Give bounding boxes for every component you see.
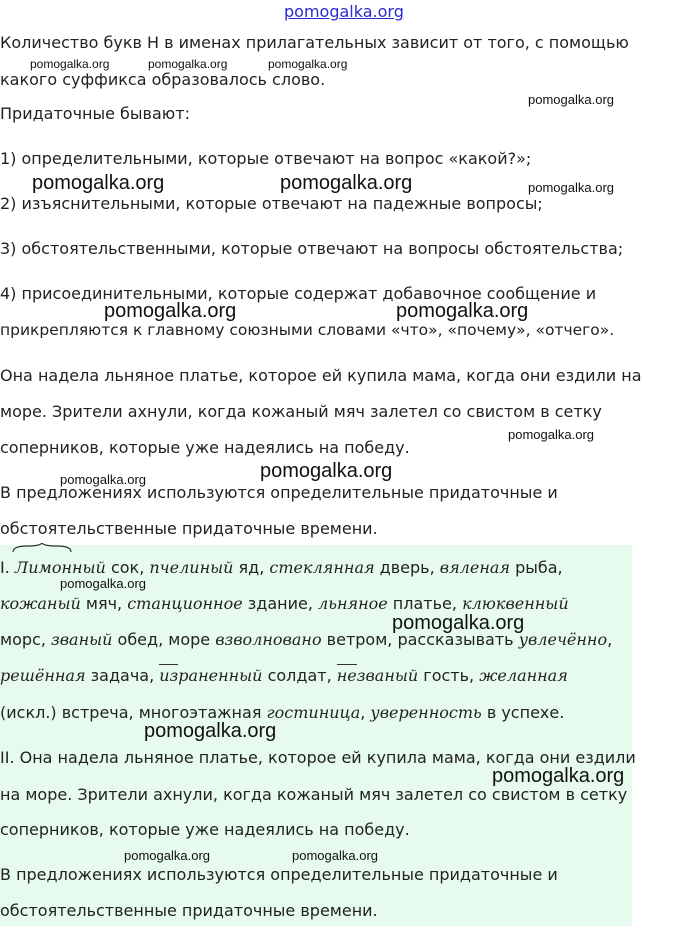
- word: клюквенный: [462, 594, 569, 613]
- exercise2-line-3: соперников, которые уже надеялись на победу.: [0, 820, 410, 839]
- text: яд,: [233, 558, 270, 577]
- word: станционное: [127, 594, 243, 613]
- watermark: pomogalka.org: [124, 848, 210, 863]
- word: решённая: [0, 666, 86, 685]
- watermark: pomogalka.org: [280, 172, 413, 194]
- word: вяленая: [439, 558, 510, 577]
- numeral: I.: [0, 558, 15, 577]
- watermark: pomogalka.org: [292, 848, 378, 863]
- watermark: pomogalka.org: [508, 427, 594, 442]
- text: мяч,: [80, 594, 128, 613]
- text: здание,: [242, 594, 319, 613]
- intro-line-2: какого суффикса образовалось слово.: [0, 70, 326, 89]
- text: рыба,: [510, 558, 563, 577]
- type-item-3: 3) обстоятельственными, которые отвечают на вопросы обстоятельства;: [0, 239, 624, 258]
- text: (искл.) встреча, многоэтажная: [0, 703, 267, 722]
- watermark: pomogalka.org: [144, 720, 277, 742]
- prefix-mark: из: [159, 666, 179, 685]
- exercise1-row-2: [0, 594, 569, 613]
- watermark: pomogalka.org: [528, 92, 614, 107]
- text: сок,: [105, 558, 150, 577]
- watermark: pomogalka.org: [60, 472, 146, 487]
- word: увлечённо: [518, 630, 608, 649]
- text: дверь,: [374, 558, 440, 577]
- site-link[interactable]: pomogalka.org: [284, 2, 404, 21]
- word: уверенность: [370, 703, 482, 722]
- text: солдат,: [262, 666, 337, 685]
- example-line-3: соперников, которые уже надеялись на победу.: [0, 438, 410, 457]
- watermark: pomogalka.org: [148, 57, 228, 71]
- example-line-1: Она надела льняное платье, которое ей купила мама, когда они ездили на: [0, 366, 642, 385]
- conclusion-line-2: обстоятельственные придаточные времени.: [0, 519, 378, 538]
- word: гостиница: [266, 703, 361, 722]
- exercise1-row-1: [0, 558, 563, 577]
- prefix-mark: не: [336, 666, 357, 685]
- intro-line-1: Количество букв Н в именах прилагательных зависит от того, с помощью: [0, 33, 629, 52]
- exercise2-line-2: на море. Зрители ахнули, когда кожаный мяч залетел со свистом в сетку: [0, 785, 628, 804]
- watermark: pomogalka.org: [492, 765, 625, 787]
- text: морс,: [0, 630, 51, 649]
- example-line-2: море. Зрители ахнули, когда кожаный мяч залетел со свистом в сетку: [0, 402, 602, 421]
- watermark: pomogalka.org: [60, 576, 146, 591]
- word: взволновано: [215, 630, 322, 649]
- word: пчелиный: [149, 558, 234, 577]
- word: Лимонный: [14, 558, 106, 577]
- watermark: pomogalka.org: [104, 300, 237, 322]
- word: стеклянная: [269, 558, 375, 577]
- text: платье,: [387, 594, 463, 613]
- watermark: pomogalka.org: [528, 180, 614, 195]
- conclusion-line-1: В предложениях используются определительные придаточные и: [0, 483, 558, 502]
- text: задача,: [85, 666, 160, 685]
- watermark: pomogalka.org: [260, 460, 393, 482]
- watermark: pomogalka.org: [268, 57, 348, 71]
- word: кожаный: [0, 594, 81, 613]
- type-item-1: 1) определительными, которые отвечают на вопрос «какой?»;: [0, 149, 532, 168]
- watermark: pomogalka.org: [392, 612, 525, 634]
- text: гость,: [418, 666, 480, 685]
- word: раненный: [178, 666, 263, 685]
- exercise2-line-1: II. Она надела льняное платье, которое ей купила мама, когда они ездили: [0, 748, 636, 767]
- text: обед, море: [112, 630, 216, 649]
- type-item-4: 4) присоединительными, которые содержат добавочное сообщение и: [0, 284, 597, 303]
- brace-mark: [12, 543, 72, 553]
- watermark: pomogalka.org: [396, 300, 529, 322]
- word: званый: [356, 666, 419, 685]
- watermark: pomogalka.org: [32, 172, 165, 194]
- watermark: pomogalka.org: [30, 57, 110, 71]
- type-item-4-cont: прикрепляются к главному союзными словами «что», «почему», «отчего».: [0, 321, 615, 339]
- word: льняное: [318, 594, 388, 613]
- exercise2-conclusion-1: В предложениях используются определительные придаточные и: [0, 865, 558, 884]
- text: ,: [360, 703, 371, 722]
- exercise2-conclusion-2: обстоятельственные придаточные времени.: [0, 901, 378, 920]
- type-item-2: 2) изъяснительными, которые отвечают на падежные вопросы;: [0, 194, 543, 213]
- text: в успехе.: [481, 703, 565, 722]
- text: ,: [607, 630, 613, 649]
- word: желанная: [479, 666, 568, 685]
- text: ветром, рассказывать: [321, 630, 519, 649]
- exercise1-row-4: [0, 666, 568, 685]
- word: званый: [50, 630, 113, 649]
- intro-line-3: Придаточные бывают:: [0, 104, 190, 123]
- exercise1-row-5: [0, 703, 564, 722]
